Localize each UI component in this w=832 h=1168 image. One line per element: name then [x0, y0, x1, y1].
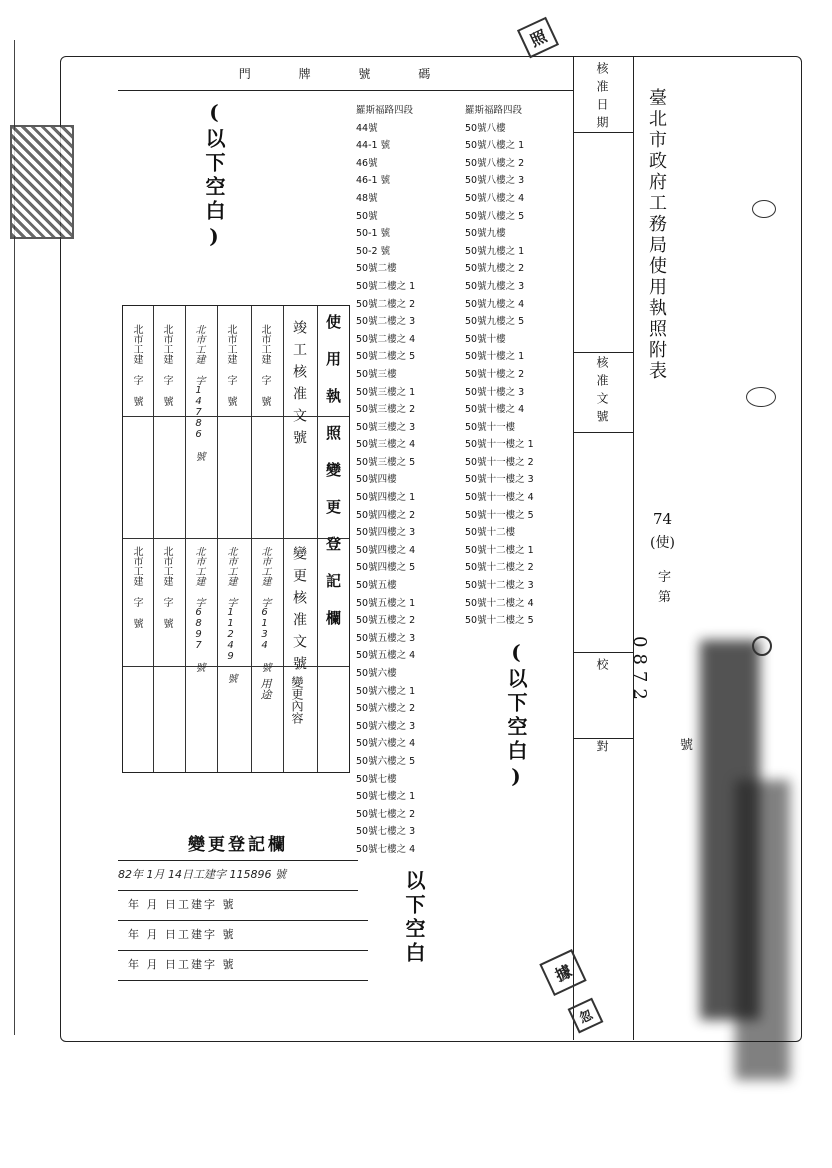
rt-col-line: [317, 306, 318, 772]
license-number: 0872: [629, 636, 650, 706]
address-item: 50號十二樓之 3: [465, 580, 534, 592]
blank-below-marker-1: (以下空白): [202, 100, 226, 252]
address-item: 50號十樓之 3: [465, 386, 525, 398]
rt-row5-done: 北市工建 字 號: [131, 324, 142, 406]
address-item: 50號四樓之 4: [356, 544, 416, 556]
address-item: 50號五樓之 3: [356, 632, 416, 644]
rt-col-line: [251, 306, 252, 772]
license-di: 第: [658, 590, 672, 605]
address-item: 50號三樓之 2: [356, 404, 416, 416]
right-row-line-4: [573, 652, 633, 653]
address-item: 50號五樓之 4: [356, 650, 416, 662]
right-divider-2: [633, 56, 634, 1040]
address-item: 50號六樓: [356, 668, 397, 679]
rt-col-line: [217, 306, 218, 772]
address-item: 50號十二樓: [465, 527, 516, 539]
bottom-row-4: 年 月 日工建字 號: [118, 950, 368, 981]
address-item: 50號十一樓之 5: [465, 509, 534, 521]
address-item: 50號八樓: [465, 122, 506, 134]
hole-punch-icon: [746, 387, 776, 407]
address-item: 50號四樓: [356, 474, 397, 486]
stamp-bottom-2: 忽: [568, 998, 604, 1034]
hole-punch-icon: [752, 636, 772, 656]
address-item: 50號十一樓之 2: [465, 456, 534, 468]
address-item: 50號十二樓之 2: [465, 562, 534, 574]
document-title: 臺北市政府工務局使用執照附表: [646, 88, 667, 382]
address-item: 48號: [356, 192, 378, 204]
address-item: 44-1 號: [356, 140, 391, 152]
address-item: 50號八樓之 2: [465, 157, 525, 169]
bottom-table-title: 變更登記欄: [118, 830, 358, 861]
rt-row-line: [123, 538, 349, 539]
address-item: 50號二樓之 2: [356, 298, 416, 310]
rt-row4-change: 北市工建 字 號: [161, 546, 172, 628]
address-item: 50號四樓之 5: [356, 562, 416, 574]
change-registration-table: [122, 305, 350, 773]
address-list-right: [465, 102, 534, 630]
address-item: 50號七樓: [356, 773, 397, 785]
address-item: 50號九樓之 3: [465, 280, 525, 292]
approval-date-label: 核准日期: [595, 62, 609, 134]
bottom-registration-table: [118, 830, 358, 1010]
address-item: 50號九樓: [465, 228, 506, 240]
address-item: 50號三樓: [356, 368, 397, 380]
license-type: (使): [650, 535, 675, 551]
address-item: 50號二樓之 3: [356, 316, 416, 328]
address-item: 50號三樓之 1: [356, 386, 416, 398]
address-item: 50號八樓之 3: [465, 175, 525, 187]
address-item: 50號八樓之 5: [465, 210, 525, 222]
address-header: 門 牌 號 碼: [118, 60, 573, 91]
address-item: 50號七樓之 4: [356, 843, 416, 855]
address-item: 50號九樓之 1: [465, 245, 525, 257]
address-item: 50號十一樓之 1: [465, 439, 534, 451]
rt-row1-change: 北市工建 字6134 號: [259, 546, 270, 672]
address-item: 50號六樓之 2: [356, 703, 416, 715]
address-item: 50號十一樓之 3: [465, 474, 534, 486]
address-item: 50號三樓之 4: [356, 439, 416, 451]
address-item: 50號九樓之 4: [465, 298, 525, 310]
address-item: 50號: [356, 210, 378, 222]
address-item: 50號六樓之 4: [356, 738, 416, 750]
stamp-top: 照: [517, 17, 559, 59]
address-item: 50號八樓之 1: [465, 140, 525, 152]
address-item: 50號七樓之 2: [356, 808, 416, 820]
address-item: 50-1 號: [356, 228, 391, 240]
rt-header-done: 竣工核准文號: [291, 320, 307, 452]
address-item: 羅斯福路四段: [356, 105, 414, 116]
proofread-label: 校 對: [595, 658, 609, 780]
address-item: 50號六樓之 1: [356, 685, 416, 697]
rt-row2-change: 北市工建 字11249 號: [225, 546, 236, 683]
bottom-row-1: 82年 1月 14日工建字 115896 號: [118, 860, 358, 891]
address-item: 50號十樓: [465, 333, 506, 345]
address-item: 44號: [356, 122, 378, 134]
rt-row2-done: 北市工建 字 號: [225, 324, 236, 406]
corner-seal-icon: [10, 125, 74, 239]
license-year: 74: [653, 510, 673, 528]
address-item: 50號二樓: [356, 263, 397, 275]
address-item: 50號十二樓之 5: [465, 615, 534, 627]
rt-row4-done: 北市工建 字 號: [161, 324, 172, 406]
address-item: 50號四樓之 3: [356, 527, 416, 539]
address-item: 50號三樓之 3: [356, 421, 416, 433]
address-item: 50號十二樓之 1: [465, 544, 534, 556]
blank-below-marker-3: 以下空白: [402, 870, 426, 966]
rt-title: 使用執照變更登記欄: [324, 314, 342, 647]
address-item: 50號二樓之 5: [356, 351, 416, 363]
address-item: 50號八樓之 4: [465, 192, 525, 204]
rt-col-line: [185, 306, 186, 772]
address-item: 50號十樓之 2: [465, 368, 525, 380]
address-item: 50號九樓之 5: [465, 316, 525, 328]
stamp-bottom: 據: [539, 949, 586, 996]
address-item: 50號七樓之 1: [356, 791, 416, 803]
address-item: 50號六樓之 3: [356, 720, 416, 732]
hole-punch-icon: [752, 200, 776, 218]
bottom-row-2: 年 月 日工建字 號: [118, 890, 368, 921]
address-item: 50號六樓之 5: [356, 755, 416, 767]
rt-row3-change: 北市工建 字6897 號: [193, 546, 204, 672]
rt-row1-content: 用途: [259, 678, 272, 700]
address-item: 50號二樓之 1: [356, 280, 416, 292]
address-item: 50-2 號: [356, 245, 391, 257]
address-item: 50號五樓之 1: [356, 597, 416, 609]
address-list-left: [356, 102, 415, 859]
scan-smear: [735, 780, 790, 1080]
address-item: 50號十樓之 4: [465, 404, 525, 416]
right-row-line-3: [573, 432, 633, 433]
license-hao: 號: [680, 738, 694, 753]
right-divider-1: [573, 56, 574, 1040]
bottom-row-3: 年 月 日工建字 號: [118, 920, 368, 951]
rt-col-line: [153, 306, 154, 772]
rt-col-line: [283, 306, 284, 772]
right-row-line-2: [573, 352, 633, 353]
rt-header-content: 變更內容: [290, 676, 304, 724]
address-item: 50號四樓之 2: [356, 509, 416, 521]
address-item: 50號十樓之 1: [465, 351, 525, 363]
rt-header-change: 變更核准文號: [291, 546, 307, 678]
address-item: 50號五樓: [356, 580, 397, 592]
address-item: 50號四樓之 1: [356, 492, 416, 504]
address-item: 羅斯福路四段: [465, 105, 523, 116]
rt-row-line: [123, 416, 349, 417]
address-item: 50號五樓之 2: [356, 615, 416, 627]
address-item: 50號十二樓之 4: [465, 597, 534, 609]
rt-row1-done: 北市工建 字 號: [259, 324, 270, 406]
rt-row5-change: 北市工建 字 號: [131, 546, 142, 628]
address-item: 50號二樓之 4: [356, 333, 416, 345]
address-item: 46-1 號: [356, 175, 391, 187]
address-item: 50號九樓之 2: [465, 263, 525, 275]
blank-below-marker-2: (以下空白): [504, 640, 528, 792]
rt-row3-done: 北市工建 字14786 號: [193, 324, 204, 461]
address-item: 50號十一樓之 4: [465, 492, 534, 504]
address-item: 50號三樓之 5: [356, 456, 416, 468]
address-item: 46號: [356, 157, 378, 169]
address-item: 50號十一樓: [465, 421, 516, 433]
approval-doc-label: 核准文號: [595, 356, 609, 428]
license-zi: 字: [658, 570, 672, 585]
address-item: 50號七樓之 3: [356, 826, 416, 838]
